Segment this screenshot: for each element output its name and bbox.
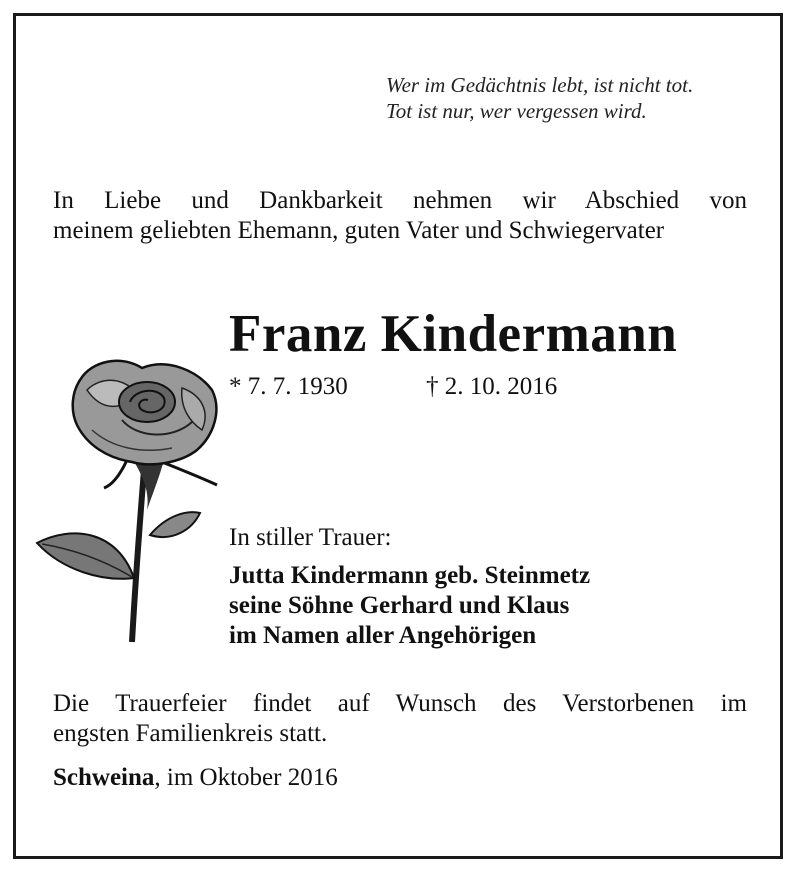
funeral-service-text [53, 689, 747, 749]
mourner-line: Jutta Kindermann geb. Steinmetz [229, 562, 591, 589]
intro-text [53, 186, 747, 246]
intro-line-2: meinem geliebten Ehemann, guten Vater und Schwiegervater [53, 217, 665, 244]
service-line-2: engsten Familienkreis statt. [53, 720, 328, 747]
deceased-name: Franz Kindermann [229, 305, 678, 363]
service-line-1: Die Trauerfeier findet auf Wunsch des Verstorbenen im [53, 690, 747, 717]
place-month: , im Oktober 2016 [154, 764, 338, 791]
motto-line-2: Tot ist nur, wer vergessen wird. [386, 99, 647, 123]
motto-quote [386, 72, 693, 124]
place-city: Schweina [53, 764, 155, 791]
mourners-list [229, 561, 590, 651]
birth-date: * 7. 7. 1930 [229, 373, 348, 400]
place-date [53, 763, 338, 793]
mourner-line: seine Söhne Gerhard und Klaus [229, 592, 570, 619]
mourner-line: im Namen aller Angehörigen [229, 622, 537, 649]
death-date: † 2. 10. 2016 [426, 373, 558, 400]
mourning-label: In stiller Trauer: [229, 524, 392, 551]
rose-icon [32, 350, 227, 650]
motto-line-1: Wer im Gedächtnis lebt, ist nicht tot. [386, 73, 694, 97]
intro-line-1: In Liebe und Dankbarkeit nehmen wir Abschied von [53, 187, 747, 214]
